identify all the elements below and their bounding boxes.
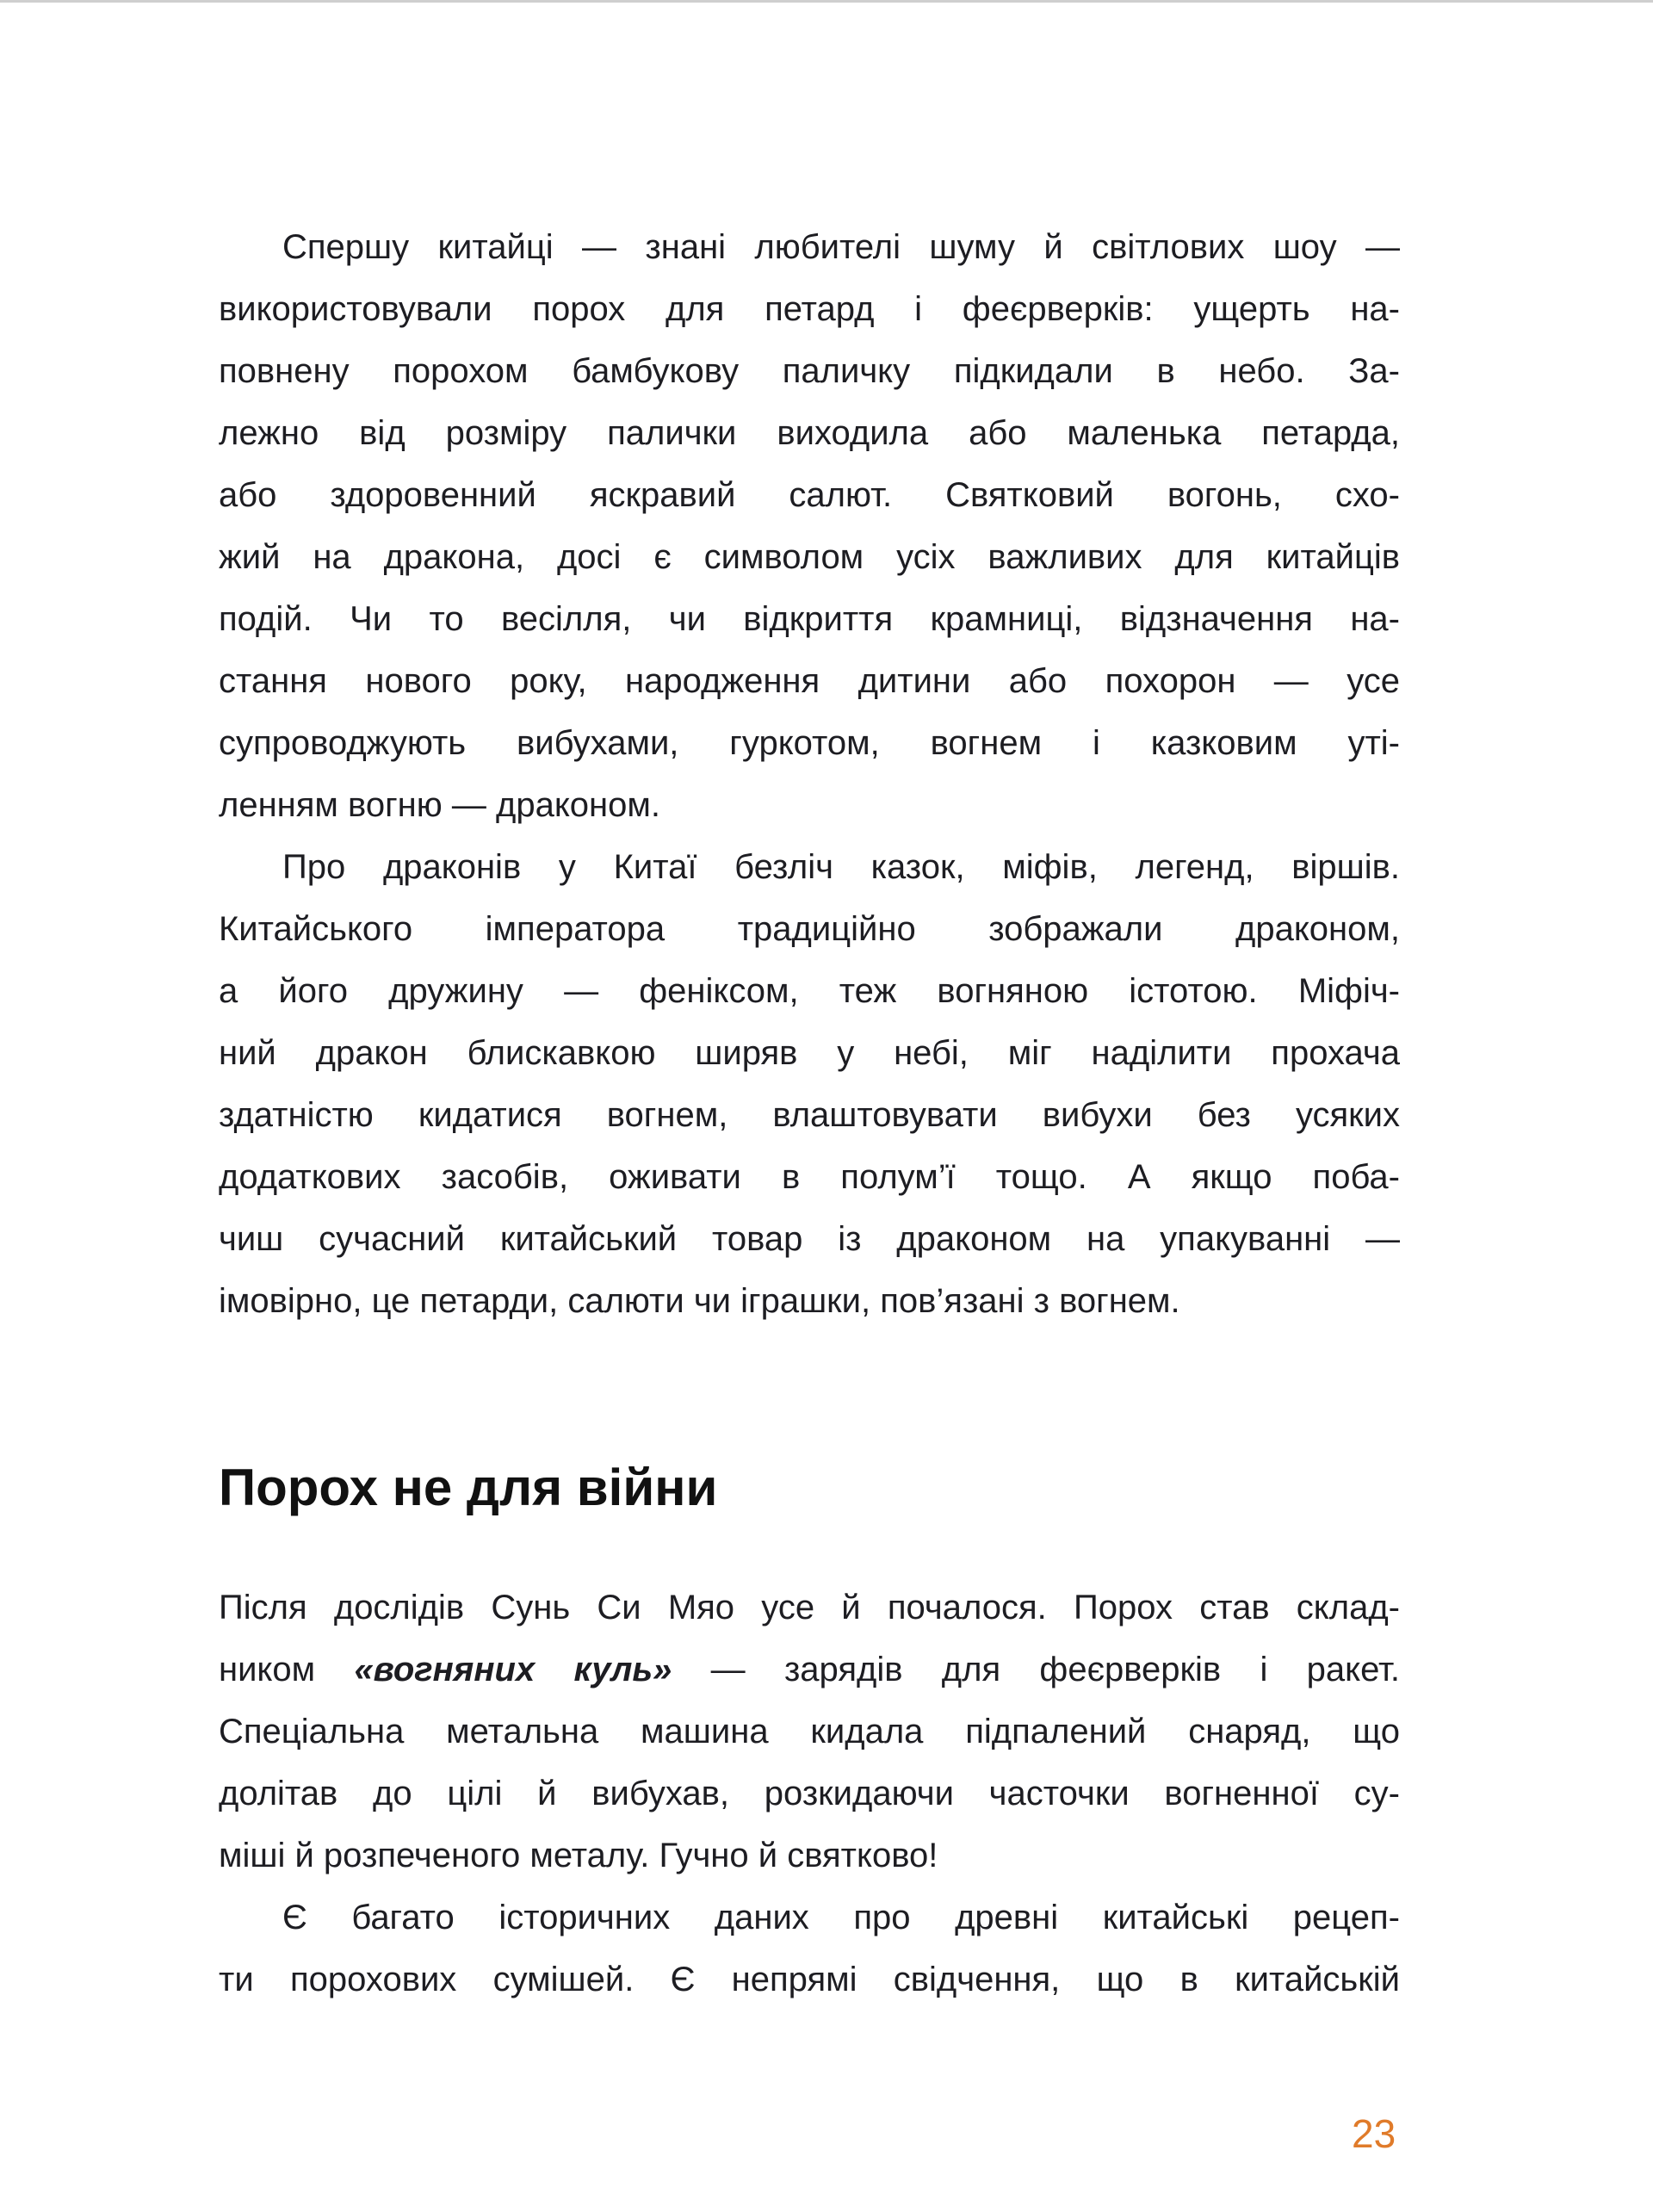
text-line xyxy=(219,526,1400,588)
text-segment: або здоровенний яскравий салют. Святковий вогонь, схо- xyxy=(219,476,1400,514)
text-segment: додаткових засобів, оживати в полум’ї тощо. А якщо поба- xyxy=(219,1158,1400,1196)
text-segment: здатністю кидатися вогнем, влаштовувати вибухи без усяких xyxy=(219,1096,1400,1134)
text-line xyxy=(219,960,1400,1022)
text-segment: Китайського імператора традиційно зображали драконом, xyxy=(219,910,1400,948)
text-segment: міші й розпеченого металу. Гучно й святково! xyxy=(219,1837,938,1874)
text-segment: супроводжують вибухами, гуркотом, вогнем і казковим уті- xyxy=(219,724,1400,762)
text-segment: ний дракон блискавкою ширяв у небі, міг наділити прохача xyxy=(219,1034,1400,1072)
text-segment: ленням вогню — драконом. xyxy=(219,786,660,824)
emphasized-term: «вогняних куль» xyxy=(354,1651,672,1688)
text-segment: — зарядів для феєрверків і ракет. xyxy=(672,1651,1401,1688)
text-line xyxy=(282,1887,1400,1949)
text-line xyxy=(219,1701,1400,1763)
text-segment: а його дружину — феніксом, теж вогняною істотою. Міфіч- xyxy=(219,972,1400,1010)
section-heading: Порох не для війни xyxy=(219,1459,718,1516)
page-number: 23 xyxy=(1352,2111,1396,2156)
text-line xyxy=(219,278,1400,340)
text-line xyxy=(219,1763,1400,1825)
text-segment: долітав до цілі й вибухав, розкидаючи часточки вогненної су- xyxy=(219,1775,1400,1812)
text-segment: імовірно, це петарди, салюти чи іграшки, пов’язані з вогнем. xyxy=(219,1282,1180,1320)
text-line xyxy=(219,1022,1400,1084)
text-line xyxy=(219,402,1400,464)
text-line xyxy=(219,1270,1400,1332)
text-segment: повнену порохом бамбукову паличку підкидали в небо. За- xyxy=(219,352,1400,390)
text-segment: подій. Чи то весілля, чи відкриття крамниці, відзначення на- xyxy=(219,600,1400,638)
text-segment: стання нового року, народження дитини або похорон — усе xyxy=(219,662,1400,700)
text-segment: Після дослідів Сунь Си Мяо усе й почалося. Порох став склад- xyxy=(219,1589,1400,1626)
text-line xyxy=(219,464,1400,526)
text-segment: використовували порох для петард і феєрверків: ущерть на- xyxy=(219,290,1400,328)
page-top-border xyxy=(0,0,1653,3)
text-line xyxy=(219,1208,1400,1270)
text-line xyxy=(219,1084,1400,1146)
text-segment: Спершу китайці — знані любителі шуму й світлових шоу — xyxy=(282,228,1400,266)
text-segment: ником xyxy=(219,1651,355,1688)
text-segment: Про драконів у Китаї безліч казок, міфів, легенд, віршів. xyxy=(282,848,1400,886)
text-line xyxy=(219,650,1400,712)
text-segment: Спеціальна метальна машина кидала підпалений снаряд, що xyxy=(219,1713,1400,1750)
text-line xyxy=(219,1577,1400,1639)
text-line xyxy=(219,340,1400,402)
text-line xyxy=(219,1146,1400,1208)
text-line xyxy=(282,836,1400,898)
text-segment: лежно від розміру палички виходила або маленька петарда, xyxy=(219,414,1400,452)
text-line xyxy=(219,898,1400,960)
text-line xyxy=(219,1825,1400,1887)
text-line xyxy=(282,216,1400,278)
text-line xyxy=(219,712,1400,774)
text-line xyxy=(219,1949,1400,2011)
text-segment: Є багато історичних даних про древні китайські рецеп- xyxy=(282,1899,1400,1936)
text-line xyxy=(219,774,1400,836)
text-segment: чиш сучасний китайський товар із драконом на упакуванні — xyxy=(219,1220,1400,1258)
text-line xyxy=(219,588,1400,650)
text-line xyxy=(219,1639,1400,1701)
text-segment: жий на дракона, досі є символом усіх важливих для китайців xyxy=(219,538,1400,576)
text-segment: ти порохових сумішей. Є непрямі свідчення, що в китайській xyxy=(219,1961,1400,1998)
